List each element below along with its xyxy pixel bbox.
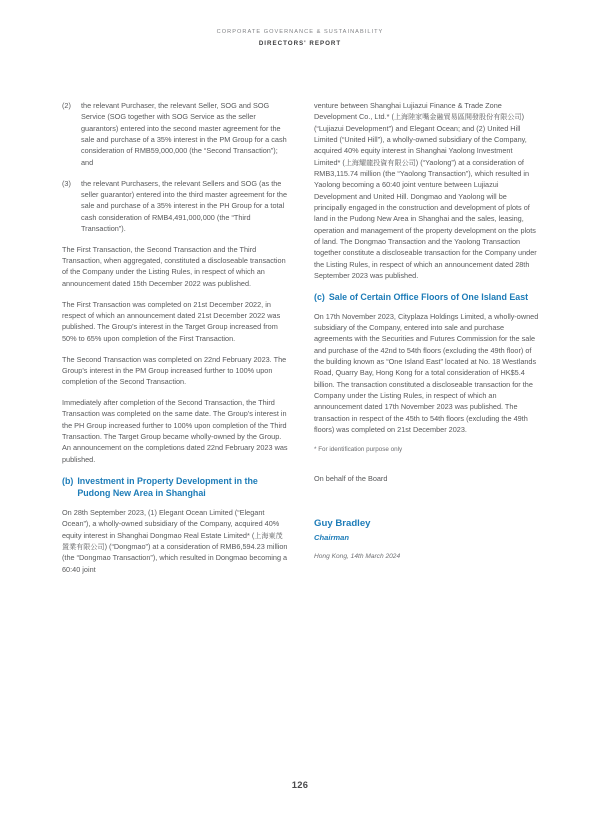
paragraph-cjk-name: 上海東茂置業有限公司 xyxy=(62,530,283,551)
signer-name: Guy Bradley xyxy=(314,518,371,530)
paragraph-part: ) (“Dongmao”) at a consideration of RMB6,594.23 million (the “Dongmao Transaction”), which resulted in Dongmao becoming a 60:40 joint xyxy=(62,541,288,574)
section-label: Sale of Certain Office Floors of One Island East xyxy=(328,292,529,302)
paragraph: Immediately after completion of the Second Transaction, the Third Transaction was completed on the same date. The Group’s interest in the PH Group increased further to 100% upon completion of the Third Transaction. The Target Group became wholly-owned by the Group. An announcement on the completions dated 22nd February 2023 was published. xyxy=(62,398,288,464)
header-title: DIRECTORS' REPORT xyxy=(258,39,342,47)
footnote: * For identification purpose only xyxy=(314,445,403,453)
paragraph-part: venture between Shanghai Lujiazui Finance & Trade Zone Development Co., Ltd.* ( xyxy=(314,101,502,122)
section-marker: (c) xyxy=(314,292,325,302)
paragraph xyxy=(314,100,540,282)
header-kicker: CORPORATE GOVERNANCE & SUSTAINABILITY xyxy=(216,29,384,35)
place-and-date: Hong Kong, 14th March 2024 xyxy=(314,553,401,561)
paragraph: The First Transaction, the Second Transaction and the Third Transaction, when aggregated, constituted a discloseable transaction of the Company under the Listing Rules, in respect of which an announcement dated 15th December 2022 was published. xyxy=(62,244,286,288)
section-marker: (b) xyxy=(62,475,74,486)
paragraph xyxy=(62,507,288,575)
paragraph: The First Transaction was completed on 21st December 2022, in respect of which an announcement dated 21st December 2022 was published. The Group’s interest in the Target Group increased from 50% to 65% upon completion of the First Transaction. xyxy=(62,299,281,343)
section-heading-b xyxy=(62,475,288,500)
paragraph: On 17th November 2023, Cityplaza Holdings Limited, a wholly-owned subsidiary of the Company, entered into sale and purchase agreements with the Securities and Futures Commission for the sale and purchase of the 42nd to 54th floors (excluding the 49th floor) of the building known as “One Island East” located at No. 18 Westlands Road, Quarry Bay, Hong Kong for a total consideration of HK$5.4 billion. The transaction constituted a discloseable transaction for the Company under the Listing Rules, in respect of which an announcement dated 17th November 2023 was published. The transaction in respect of the 45th to 54th floors (excluding the 49th floors) was completed on 21st December 2023. xyxy=(314,311,539,435)
section-label: Investment in Property Development in the Pudong New Area in Shanghai xyxy=(77,475,258,499)
paragraph-part: ) (“Yaolong”) at a consideration of RMB3,115.74 million (the “Yaolong Transaction”), which resulted in Yaolong becoming a 60:40 joint venture between Lujiazui Development and United Hill. Dongmao and Yaolong will be principally engaged in the construction and development of plots of land in the Pudong New Area in Shanghai and the sales, leasing, operation and management of the property development on the plots of land. The Dongmao Transaction and the Yaolong Transaction together constitute a discloseable transaction for the Company under the Listing Rules, in respect of which an announcement dated 28th September 2023 was published. xyxy=(314,157,537,281)
list-item-marker: (3) xyxy=(62,178,71,188)
list-item-text: the relevant Purchaser, the relevant Seller, SOG and SOG Service (SOG together with SOG Service as the seller guarantors) entered into the second master agreement for the sale and purchase of a 35% interest in the PM Group for a cash consideration of RMB59,000,000 (the “Second Transaction”); and xyxy=(81,101,287,167)
list-item-marker: (2) xyxy=(62,101,71,110)
right-column xyxy=(314,100,540,561)
paragraph: The Second Transaction was completed on 22nd February 2023. The Group’s interest in the PM Group increased further to 100% upon completion of the Second Transaction. xyxy=(62,354,287,387)
paragraph-part: ) (“Lujiazui Development”) and Elegant Ocean; and (2) United Hill Limited (“United Hill”), a wholly-owned subsidiary of the Company, acquired 40% equity interest in Shanghai Yaolong Investment Limited* ( xyxy=(314,112,527,167)
list-item-text: the relevant Purchasers, the relevant Sellers and SOG (as the seller guarantor) entered into the third master agreement for the sale and purchase of a 35% interest in the PH Group for a total cash consideration of RMB4,491,000,000 (the “Third Transaction”). xyxy=(81,178,288,233)
left-column xyxy=(62,100,288,584)
list-item xyxy=(62,178,288,235)
on-behalf-line: On behalf of the Board xyxy=(314,473,388,483)
paragraph-part: On 28th September 2023, (1) Elegant Ocean Limited (“Elegant Ocean”), a wholly-owned subsidiary of the Company, acquired 40% equity interest in Shanghai Dongmao Real Estate Limited* ( xyxy=(62,507,280,540)
section-heading-c xyxy=(314,291,540,304)
signer-role: Chairman xyxy=(314,533,350,543)
list-item xyxy=(62,100,288,168)
page-number: 126 xyxy=(291,779,309,790)
running-header xyxy=(0,30,600,47)
paragraph-cjk-name: 上海陸家嘴金融貿易區開發股份有限公司 xyxy=(393,112,522,122)
body-columns xyxy=(62,100,540,584)
paragraph-cjk-name: 上海耀龍投資有限公司 xyxy=(344,157,416,167)
